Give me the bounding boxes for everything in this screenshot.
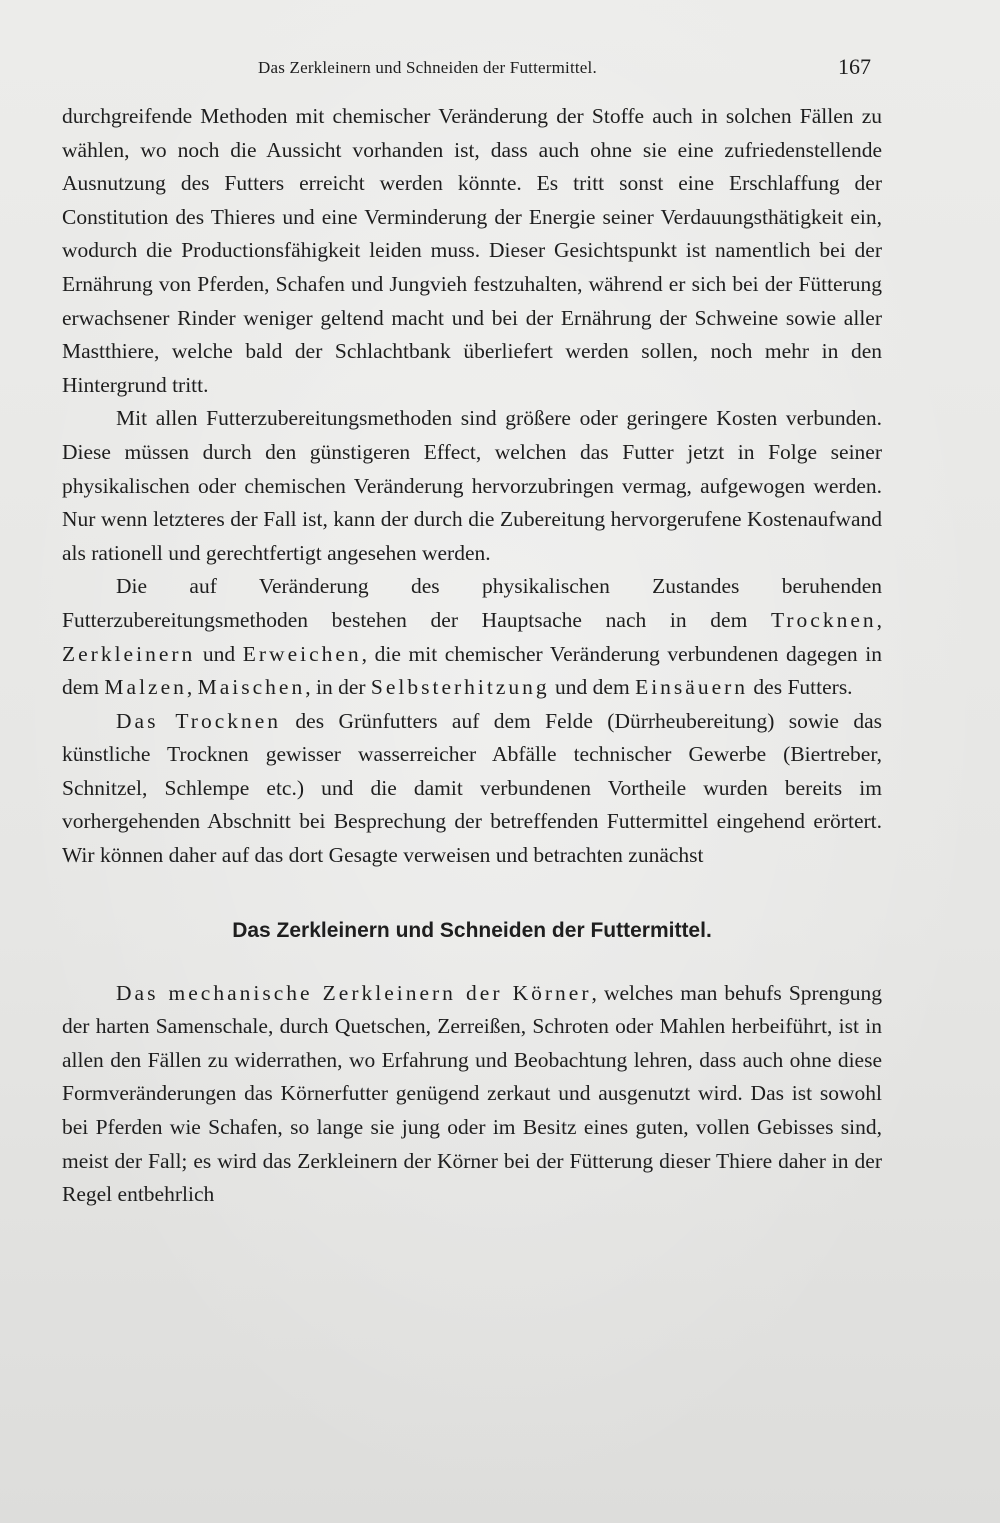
paragraph-text: und [195, 641, 243, 666]
emphasis-term: Erweichen [242, 641, 362, 666]
paragraph-text: des Grünfutters auf dem Felde (Dürrheubereitung) sowie das künstliche Trocknen gewisser wasserreicher Abfälle technischer Gewerbe (Biertreber, Schnitzel, Schlempe etc.) und die damit verbundenen Vortheile wurden bereits im vorhergehenden Abschnitt bei Besprechung der betreffenden Futtermittel eingehend erörtert. Wir können daher auf das dort Gesagte verweisen und betrachten zunächst [62, 708, 882, 868]
emphasis-term: Das Trocknen [116, 708, 282, 733]
body-text [62, 100, 882, 1212]
emphasis-term: Maischen [197, 675, 306, 700]
paragraph-methods [62, 570, 882, 704]
paragraph-continuation: durchgreifende Methoden mit chemischer Veränderung der Stoffe auch in solchen Fällen zu wählen, wo noch die Aussicht vorhanden ist, dass auch ohne sie eine zufriedenstellende Ausnutzung des Futters erreicht werden könnte. Es tritt sonst eine Erschlaffung der Constitution des Thieres und eine Verminderung der Energie seiner Verdauungsthätigkeit ein, wodurch die Productionsfähigkeit leiden muss. Dieser Gesichtspunkt ist namentlich bei der Ernährung von Pferden, Schafen und Jungvieh festzuhalten, während er sich bei der Fütterung erwachsener Rinder weniger geltend macht und bei der Ernährung der Schweine sowie aller Mastthiere, welche bald der Schlachtbank überliefert werden sollen, noch mehr in den Hintergrund tritt. [62, 104, 882, 397]
running-title: Das Zerkleinern und Schneiden der Futtermittel. [258, 58, 597, 77]
page-number: 167 [838, 54, 871, 79]
paragraph-text: , [186, 675, 198, 700]
paragraph-text: , die mit chemischer Veränderung verbundenen dagegen in dem [62, 641, 882, 700]
paragraph-grain-crushing [62, 977, 882, 1212]
paragraph-text: Die auf Veränderung des physikalischen Zustandes beruhenden Futterzubereitungsmethoden bestehen der Hauptsache nach in dem [62, 574, 882, 632]
paragraph-text: , [876, 607, 882, 632]
emphasis-term: Selbsterhitzung [370, 675, 550, 700]
paragraph-text: und dem [549, 675, 636, 700]
paragraph-text: , in der [305, 675, 371, 700]
emphasis-term: Einsäuern [635, 675, 749, 700]
emphasis-term: Malzen [104, 675, 187, 700]
paragraph-text: , welches man behufs Sprengung der harten Samenschale, durch Quetschen, Zerreißen, Schroten oder Mahlen herbeiführt, ist in allen den Fällen zu widerrathen, wo Erfahrung und Beobachtung lehren, dass auch ohne diese Formveränderungen das Körnerfutter genügend zerkaut und ausgenutzt wird. Das ist sowohl bei Pferden wie Schafen, so lange sie jung oder im Besitz eines guten, vollen Gebisses sind, meist der Fall; es wird das Zerkleinern der Körner bei der Fütterung dieser Thiere daher in der Regel entbehrlich [62, 980, 882, 1207]
running-header [0, 54, 1000, 84]
emphasis-term: Das mechanische Zerkleinern der Körner [116, 980, 592, 1005]
paragraph-costs: Mit allen Futterzubereitungsmethoden sind größere oder geringere Kosten verbunden. Diese müssen durch den günstigeren Effect, welchen das Futter jetzt in Folge seiner physikalischen oder chemischen Veränderung hervorzubringen vermag, aufgewogen werden. Nur wenn letzteres der Fall ist, kann der durch die Zubereitung hervorgerufene Kostenaufwand als rationell und gerechtfertigt angesehen werden. [62, 406, 882, 565]
section-heading: Das Zerkleinern und Schneiden der Futtermittel. [232, 918, 712, 942]
emphasis-term: Trocknen [771, 607, 877, 632]
paragraph-drying [62, 705, 882, 873]
paragraph-text: des Futters. [748, 675, 853, 700]
emphasis-term: Zerkleinern [62, 641, 196, 666]
